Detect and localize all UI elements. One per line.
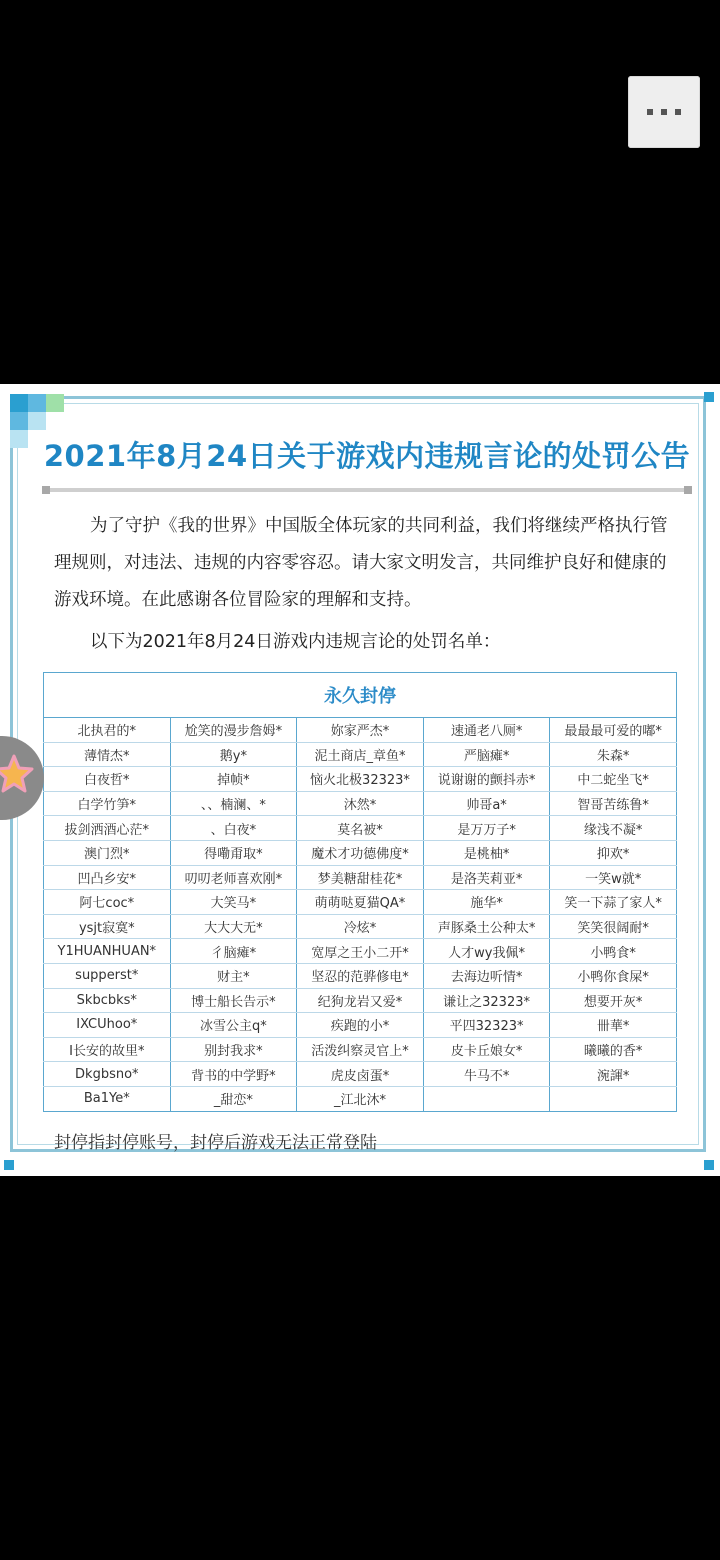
banned-player-name: 掉帧* (170, 767, 297, 792)
banned-player-name: 梦美糖甜桂花* (297, 865, 424, 890)
banned-player-name: 是桃柚* (423, 840, 550, 865)
table-row (44, 1062, 677, 1087)
notice-intro: 为了守护《我的世界》中国版全体玩家的共同利益，我们将继续严格执行管理规则，对违法、违规的内容零容忍。请大家文明发言，共同维护良好和健康的游戏环境。在此感谢各位冒险家的理解和支持。 (54, 516, 668, 610)
banned-player-name: I长安的故里* (44, 1037, 171, 1062)
banned-player-name: 魔术才功德佛度* (297, 840, 424, 865)
banned-player-name: 彳脑瘫* (170, 939, 297, 964)
banned-player-name: 大笑马* (170, 890, 297, 915)
banned-player-name: 朱森* (550, 742, 677, 767)
banned-player-name: 曦曦的香* (550, 1037, 677, 1062)
table-row (44, 963, 677, 988)
banned-player-name: 白夜哲* (44, 767, 171, 792)
banned-player-name: 是洛芙莉亚* (423, 865, 550, 890)
banned-player-name: 背书的中学野* (170, 1062, 297, 1087)
banned-player-name: 卌華* (550, 1013, 677, 1038)
banned-player-name: 、白夜* (170, 816, 297, 841)
banned-player-name: Y1HUANHUAN* (44, 939, 171, 964)
notice-title: 2021年8月24日关于游戏内违规言论的处罚公告 (43, 439, 691, 473)
banned-player-name: 萌萌哒夏猫QA* (297, 890, 424, 915)
banned-player-name: 速通老八厕* (423, 718, 550, 743)
banned-player-name: 皮卡丘娘女* (423, 1037, 550, 1062)
corner-tile (28, 394, 46, 412)
banned-player-name: 、、楠澜、* (170, 791, 297, 816)
banned-player-name: 白学竹笋* (44, 791, 171, 816)
banned-player-name: 中二蛇坐飞* (550, 767, 677, 792)
table-row (44, 890, 677, 915)
banned-player-name: 小鸭食* (550, 939, 677, 964)
table-row (44, 718, 677, 743)
banned-player-name: supperst* (44, 963, 171, 988)
table-row (44, 816, 677, 841)
table-row (44, 988, 677, 1013)
corner-tile (10, 394, 28, 412)
banned-player-name: Dkgbsno* (44, 1062, 171, 1087)
table-row (44, 742, 677, 767)
banned-player-name: _江北沐* (297, 1086, 424, 1111)
more-options-button[interactable] (628, 76, 700, 148)
ban-table-wrapper (43, 672, 677, 1112)
banned-player-name: 莫名被* (297, 816, 424, 841)
banned-player-name: ysjt寂寞* (44, 914, 171, 939)
list-heading: 以下为2021年8月24日游戏内违规言论的处罚名单： (90, 632, 501, 652)
banned-player-name: 疾跑的小* (297, 1013, 424, 1038)
banned-player-name: 去海边听情* (423, 963, 550, 988)
banned-player-name: 智哥苦练鲁* (550, 791, 677, 816)
corner-tile (704, 392, 714, 402)
banned-player-name: 财主* (170, 963, 297, 988)
banned-player-name: 声豚桑土公种太* (423, 914, 550, 939)
banned-player-name: 想要开灰* (550, 988, 677, 1013)
ban-list-body (44, 718, 677, 1112)
table-row (44, 914, 677, 939)
banned-player-name: Skbcbks* (44, 988, 171, 1013)
corner-tile (46, 394, 64, 412)
banned-player-name: 凹凸乡安* (44, 865, 171, 890)
ban-list-table (43, 672, 677, 1112)
notice-image (0, 384, 720, 1176)
banned-player-name: 抑欢* (550, 840, 677, 865)
banned-player-name: 严脑瘫* (423, 742, 550, 767)
banned-player-name: 沐然* (297, 791, 424, 816)
corner-tile (704, 1160, 714, 1170)
banned-player-name: 阿七coc* (44, 890, 171, 915)
banned-player-name: 涴諢* (550, 1062, 677, 1087)
banned-player-name: 叨叨老师喜欢刚* (170, 865, 297, 890)
banned-player-name: 纪狗龙岩又爱* (297, 988, 424, 1013)
banned-player-name: 薄情杰* (44, 742, 171, 767)
table-row (44, 791, 677, 816)
title-divider (44, 488, 690, 492)
banned-player-name: 一笑w就* (550, 865, 677, 890)
banned-player-name: 活泼纠察灵官上* (297, 1037, 424, 1062)
banned-player-name: Ba1Ye* (44, 1086, 171, 1111)
banned-player-name: 最最最可爱的嘟* (550, 718, 677, 743)
banned-player-name: 拔剑洒酒心茫* (44, 816, 171, 841)
table-row (44, 1086, 677, 1111)
corner-tile (4, 1160, 14, 1170)
table-row (44, 767, 677, 792)
banned-player-name: 小鸭你食屎* (550, 963, 677, 988)
banned-player-name: 恼火北极32323* (297, 767, 424, 792)
banned-player-name: 尬笑的漫步詹姆* (170, 718, 297, 743)
banned-player-name: 博士船长告示* (170, 988, 297, 1013)
banned-player-name: 笑笑很阔耐* (550, 914, 677, 939)
footnote: 封停指封停账号，封停后游戏无法正常登陆 (54, 1133, 377, 1153)
banned-player-name: 别封我求* (170, 1037, 297, 1062)
banned-player-name: 帅哥a* (423, 791, 550, 816)
star-icon (0, 752, 36, 796)
banned-player-name: 得嘞甭取* (170, 840, 297, 865)
banned-player-name: 澳门烈* (44, 840, 171, 865)
banned-player-name: 鹅y* (170, 742, 297, 767)
table-row (44, 865, 677, 890)
banned-player-name: 笑一下蒜了家人* (550, 890, 677, 915)
banned-player-name (423, 1086, 550, 1111)
banned-player-name: IXCUhoo* (44, 1013, 171, 1038)
banned-player-name: 平四32323* (423, 1013, 550, 1038)
corner-tile (10, 412, 28, 430)
banned-player-name: 施华* (423, 890, 550, 915)
banned-player-name: 宽厚之王小二开* (297, 939, 424, 964)
table-header: 永久封停 (44, 673, 677, 718)
banned-player-name: 人才wy我佩* (423, 939, 550, 964)
banned-player-name: 谦让之32323* (423, 988, 550, 1013)
banned-player-name: 大大大无* (170, 914, 297, 939)
table-row (44, 939, 677, 964)
banned-player-name: 牛马不* (423, 1062, 550, 1087)
banned-player-name: 说谢谢的颤抖赤* (423, 767, 550, 792)
corner-tile (28, 412, 46, 430)
table-row (44, 1013, 677, 1038)
table-row (44, 840, 677, 865)
banned-player-name: 虎皮卤蛋* (297, 1062, 424, 1087)
banned-player-name (550, 1086, 677, 1111)
banned-player-name: 是万万子* (423, 816, 550, 841)
banned-player-name: 缘浅不凝* (550, 816, 677, 841)
more-horizontal-icon (647, 109, 681, 115)
banned-player-name: 冷炫* (297, 914, 424, 939)
banned-player-name: 妳家严杰* (297, 718, 424, 743)
banned-player-name: 坚忍的范骅修电* (297, 963, 424, 988)
table-row (44, 1037, 677, 1062)
banned-player-name: 泥土商店_章鱼* (297, 742, 424, 767)
banned-player-name: 冰雪公主q* (170, 1013, 297, 1038)
banned-player-name: _甜恋* (170, 1086, 297, 1111)
banned-player-name: 北执君的* (44, 718, 171, 743)
